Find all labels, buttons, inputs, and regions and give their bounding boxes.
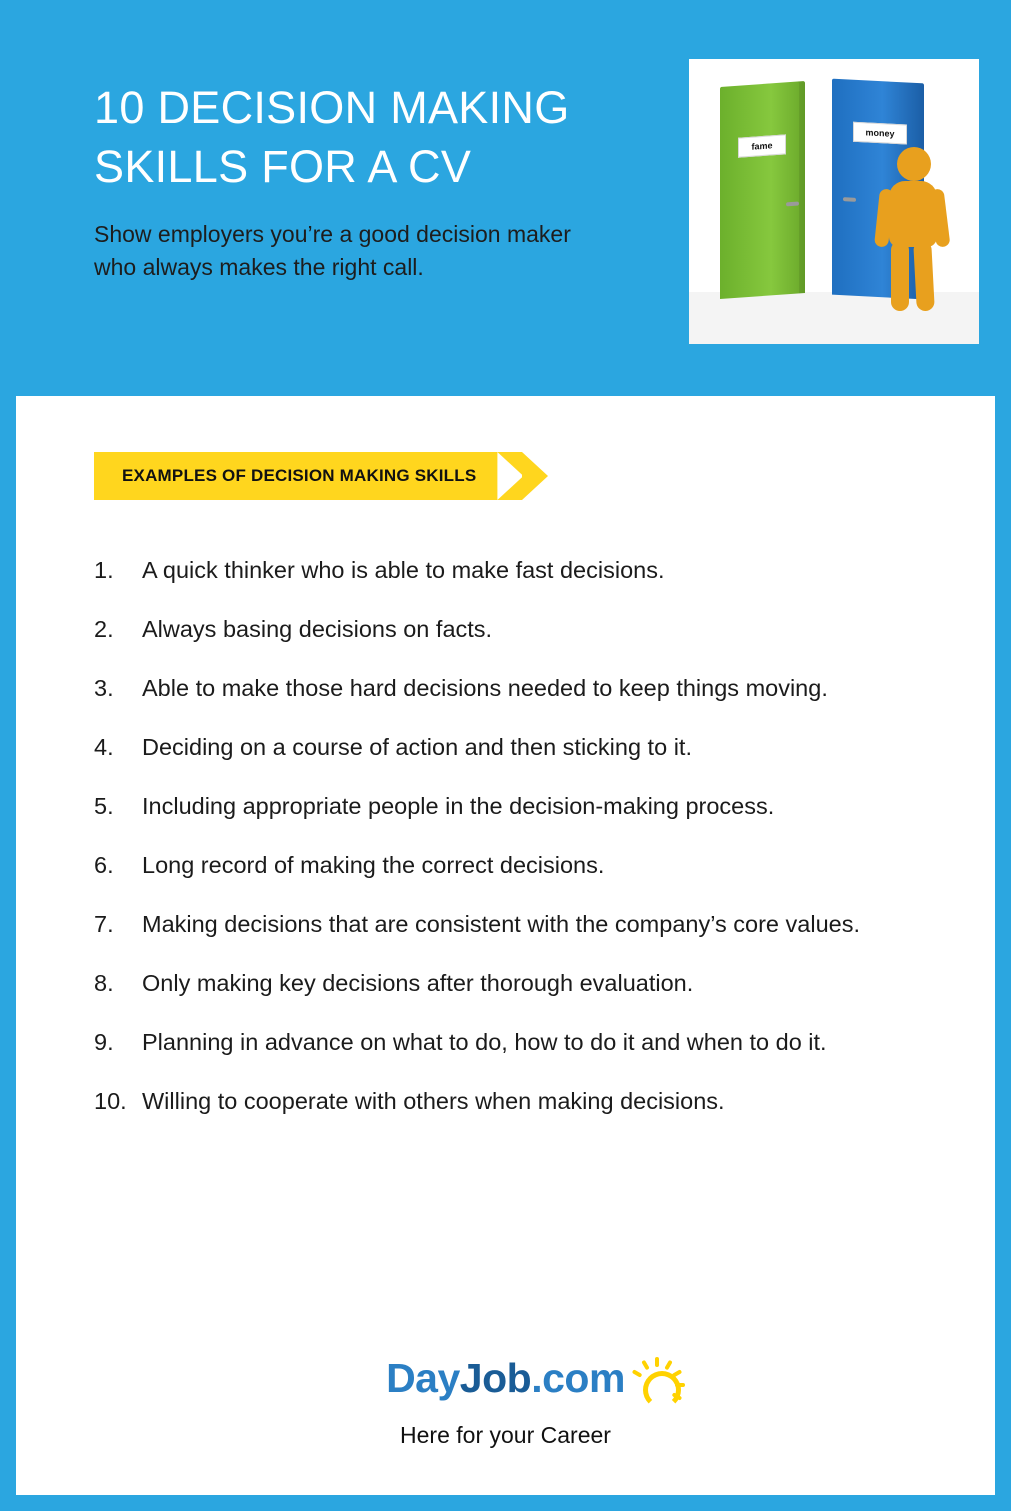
list-item-number: 5.	[94, 793, 114, 819]
list-item-number: 3.	[94, 675, 114, 701]
figure-body	[889, 181, 937, 247]
skills-list	[94, 556, 974, 1146]
list-item-number: 10.	[94, 1088, 127, 1114]
header-banner	[16, 0, 995, 396]
list-item	[94, 910, 974, 938]
sun-ray	[672, 1369, 683, 1377]
footer-tagline: Here for your Career	[400, 1422, 611, 1448]
list-item	[94, 556, 974, 584]
list-item	[94, 969, 974, 997]
list-item-text: Making decisions that are consistent with the company’s core values.	[142, 911, 860, 937]
list-item-text: Planning in advance on what to do, how to do it and when to do it.	[142, 1029, 827, 1055]
sun-ray	[655, 1357, 659, 1367]
figure-leg-left	[891, 241, 909, 311]
list-item	[94, 1087, 974, 1115]
blue-door-handle-icon	[843, 197, 856, 202]
list-item-text: Able to make those hard decisions needed to keep things moving.	[142, 675, 828, 701]
sun-ray	[632, 1369, 643, 1377]
section-ribbon	[94, 452, 522, 500]
green-door-handle-icon	[786, 201, 799, 206]
list-item-text: Only making key decisions after thorough evaluation.	[142, 970, 694, 996]
list-item	[94, 1028, 974, 1056]
list-item-text: A quick thinker who is able to make fast decisions.	[142, 557, 665, 583]
list-item-number: 6.	[94, 852, 114, 878]
list-item-number: 2.	[94, 616, 114, 642]
list-item	[94, 615, 974, 643]
list-item	[94, 733, 974, 761]
logo-day-text: Day	[386, 1355, 460, 1401]
blue-door-sign: money	[853, 122, 907, 145]
sun-ray	[641, 1360, 649, 1371]
list-item-number: 7.	[94, 911, 114, 937]
content-panel	[16, 396, 995, 1495]
list-item-text: Always basing decisions on facts.	[142, 616, 493, 642]
page-subtitle: Show employers you’re a good decision maker who always makes the right call.	[94, 221, 571, 280]
figure-leg-right	[913, 241, 935, 312]
ribbon-notch-shape	[497, 452, 523, 500]
list-item	[94, 851, 974, 879]
green-door-sign: fame	[738, 134, 786, 157]
sun-icon	[631, 1357, 683, 1407]
page-title: 10 DECISION MAKING SKILLS FOR A CV	[94, 82, 570, 192]
figure-head	[897, 147, 931, 181]
list-item-text: Including appropriate people in the decision-making process.	[142, 793, 775, 819]
list-item-text: Deciding on a course of action and then sticking to it.	[142, 734, 692, 760]
list-item-number: 4.	[94, 734, 114, 760]
logo-dot-text: .	[531, 1355, 543, 1401]
list-item	[94, 674, 974, 702]
green-door	[720, 81, 805, 299]
logo-com-text: com	[542, 1355, 625, 1401]
list-item-number: 1.	[94, 557, 114, 583]
list-item-number: 9.	[94, 1029, 114, 1055]
doors-illustration	[689, 59, 979, 344]
section-ribbon-label: EXAMPLES OF DECISION MAKING SKILLS	[122, 466, 477, 485]
person-figure-icon	[867, 147, 957, 317]
sun-ray	[675, 1383, 685, 1387]
logo-job-text: Job	[459, 1355, 532, 1401]
sun-ray	[664, 1360, 672, 1371]
header-text-block	[94, 78, 664, 284]
list-item-text: Willing to cooperate with others when making decisions.	[142, 1088, 725, 1114]
list-item	[94, 792, 974, 820]
list-item-text: Long record of making the correct decisions.	[142, 852, 605, 878]
footer	[16, 1355, 995, 1449]
list-item-number: 8.	[94, 970, 114, 996]
dayjob-logo[interactable]	[386, 1355, 625, 1402]
